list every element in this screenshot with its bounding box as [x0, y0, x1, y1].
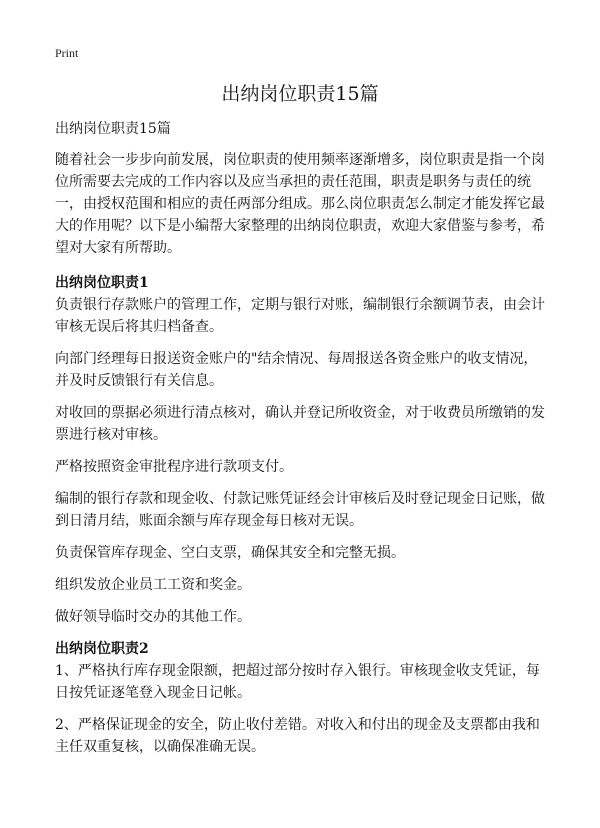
- paragraph: 负责保管库存现金、空白支票，确保其安全和完整无损。: [55, 545, 405, 561]
- paragraph: 向部门经理每日报送资金账户的"结余情况、每周报送各资金账户的收支情况，并及时反馈银行有关信息。: [55, 351, 538, 389]
- paragraph: 2、严格保证现金的安全，防止收付差错。对收入和付出的现金及支票都由我和主任双重复核，以确保准确无误。: [55, 717, 540, 755]
- paragraph: 做好领导临时交办的其他工作。: [55, 609, 251, 625]
- section-2: [55, 638, 550, 758]
- section-heading: 出纳岗位职责1: [55, 275, 149, 291]
- paragraph: 编制的银行存款和现金收、付款记账凭证经会计审核后及时登记现金日记账，做到日清月结，账面余额与库存现金每日核对无误。: [55, 491, 545, 529]
- section-heading: 出纳岗位职责2: [55, 641, 149, 657]
- paragraph: 对收回的票据必须进行清点核对，确认并登记所收资金，对于收费员所缴销的发票进行核对审核。: [55, 405, 545, 443]
- document-body: [55, 118, 550, 768]
- document-subtitle: 出纳岗位职责15篇: [55, 121, 171, 137]
- section-1: [55, 272, 550, 628]
- paragraph: 负责银行存款账户的管理工作，定期与银行对账，编制银行余额调节表，由会计审核无误后将其归档备查。: [55, 297, 545, 335]
- print-link[interactable]: Print: [55, 46, 79, 60]
- paragraph: 组织发放企业员工工资和奖金。: [55, 577, 251, 593]
- paragraph: 严格按照资金审批程序进行款项支付。: [55, 459, 293, 475]
- document-title: 出纳岗位职责15篇: [221, 83, 379, 105]
- intro-paragraph: 随着社会一步步向前发展，岗位职责的使用频率逐渐增多，岗位职责是指一个岗位所需要去完成的工作内容以及应当承担的责任范围，职责是职务与责任的统一，由授权范围和相应的责任两部分组成。那么岗位职责怎么制定才能发挥它最大的作用呢？以下是小编帮大家整理的出纳岗位职责，欢迎大家借鉴与参考，希望对大家有所帮助。: [55, 152, 545, 256]
- paragraph: 1、严格执行库存现金限额，把超过部分按时存入银行。审核现金收支凭证，每日按凭证逐笔登入现金日记帐。: [55, 663, 540, 701]
